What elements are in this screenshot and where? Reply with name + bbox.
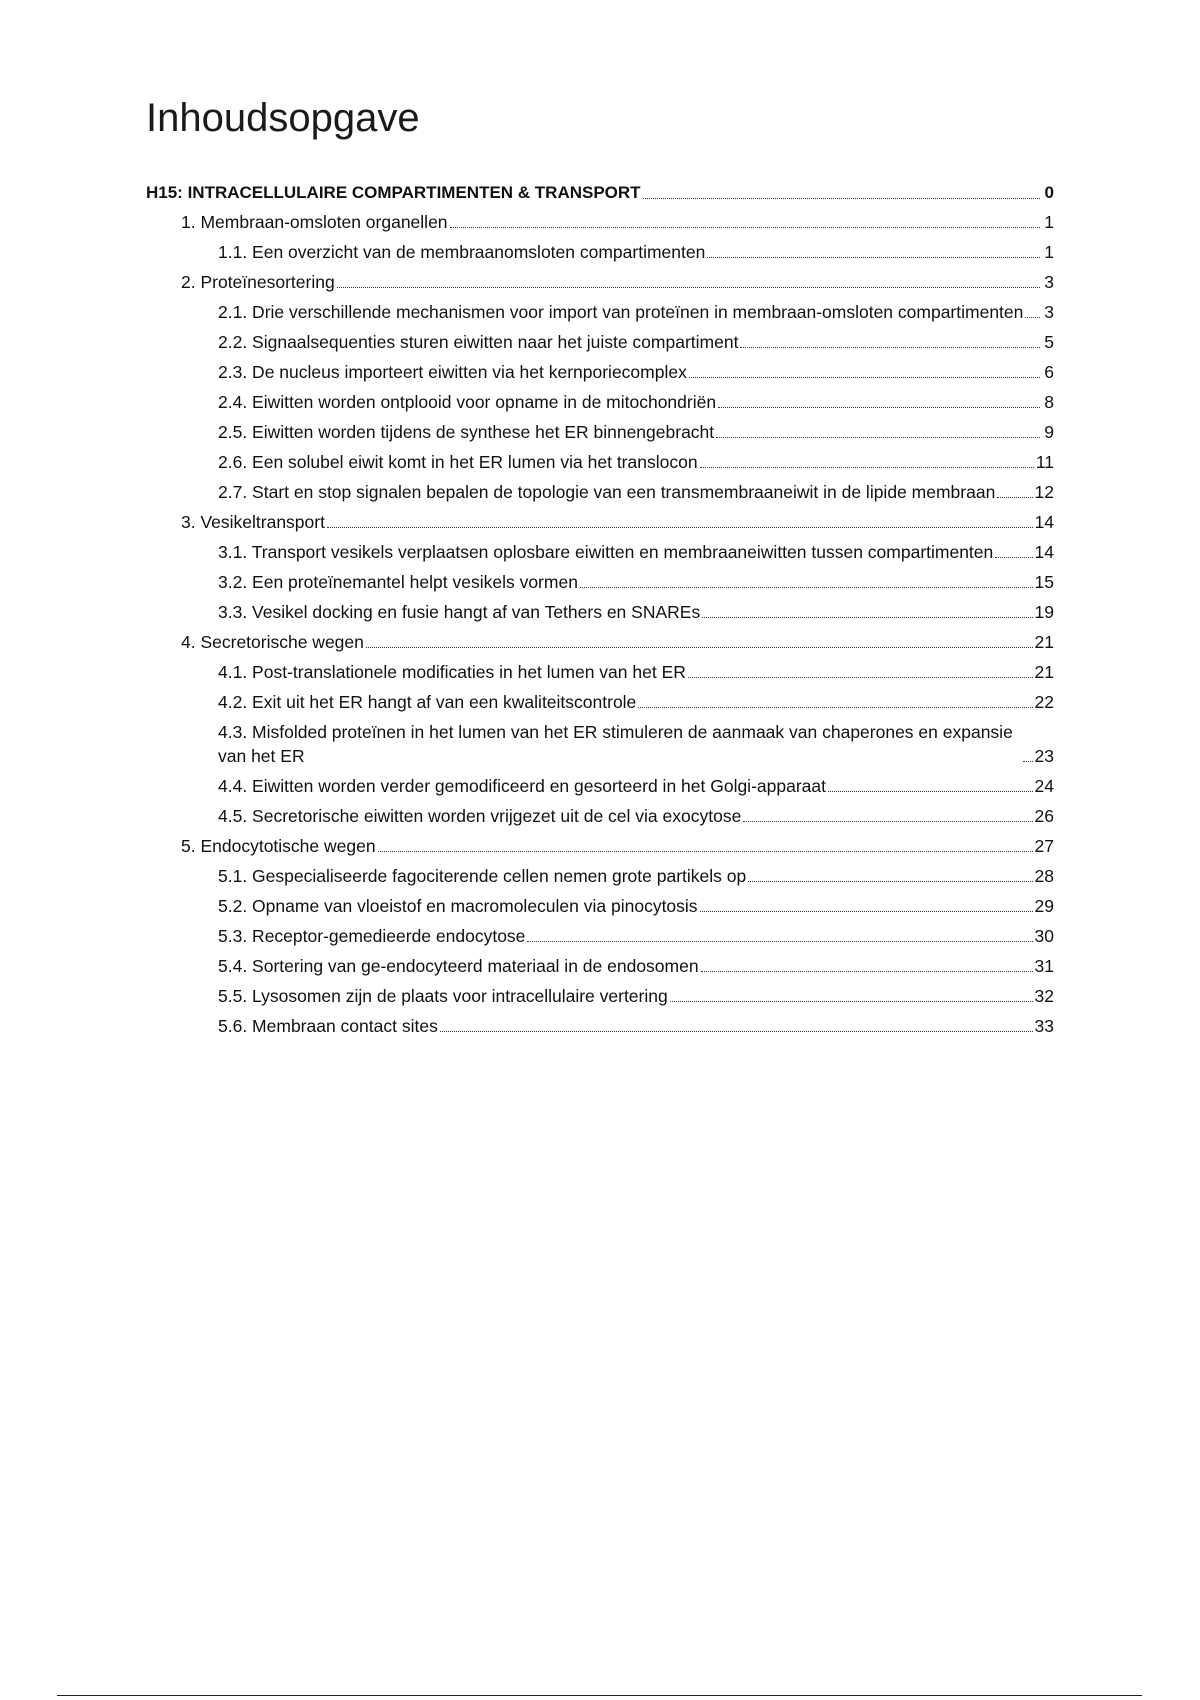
table-of-contents [146, 181, 1054, 1044]
toc-entry-title: 4.1. Post-translationele modificaties in het lumen van het ER [218, 662, 686, 682]
toc-entry[interactable] [146, 300, 1054, 324]
toc-entry-title: 1. Membraan-omsloten organellen [181, 212, 448, 232]
dot-leader [702, 617, 1032, 618]
toc-entry-title: 5.4. Sortering van ge-endocyteerd materiaal in de endosomen [218, 956, 699, 976]
toc-entry-title: 4.5. Secretorische eiwitten worden vrijgezet uit de cel via exocytose [218, 806, 742, 826]
footer-divider [57, 1695, 1142, 1696]
toc-entry-page-number: 27 [1034, 836, 1054, 856]
toc-entry[interactable] [146, 774, 1054, 798]
toc-entry-page-number: 15 [1034, 572, 1054, 592]
toc-entry[interactable] [146, 540, 1054, 564]
toc-entry[interactable] [146, 894, 1054, 918]
toc-entry[interactable] [146, 630, 1054, 654]
toc-entry-page-number: 23 [1034, 746, 1054, 766]
toc-entry[interactable] [146, 240, 1054, 264]
toc-entry[interactable] [146, 510, 1054, 534]
toc-entry[interactable] [146, 420, 1054, 444]
toc-entry-page-number: 24 [1034, 776, 1054, 796]
toc-entry[interactable] [146, 690, 1054, 714]
toc-entry-title: 3.3. Vesikel docking en fusie hangt af van Tethers en SNAREs [218, 602, 701, 622]
toc-entry-page-number: 26 [1034, 806, 1054, 826]
dot-leader [700, 467, 1034, 468]
toc-entry-title: 5.3. Receptor-gemedieerde endocytose [218, 926, 526, 946]
toc-entry[interactable] [146, 804, 1054, 828]
toc-entry-title: 2.1. Drie verschillende mechanismen voor import van proteïnen in membraan-omsloten compartimenten [218, 302, 1024, 322]
dot-leader [748, 881, 1032, 882]
page-title: Inhoudsopgave [146, 96, 420, 140]
dot-leader [337, 287, 1040, 288]
dot-leader [707, 257, 1040, 258]
toc-entry-page-number: 3 [1044, 272, 1054, 292]
toc-entry-title: 1.1. Een overzicht van de membraanomsloten compartimenten [218, 242, 706, 262]
dot-leader [670, 1001, 1033, 1002]
toc-entry-page-number: 11 [1035, 452, 1054, 472]
toc-entry[interactable] [146, 480, 1054, 504]
toc-entry[interactable] [146, 210, 1054, 234]
toc-entry-page-number: 31 [1034, 956, 1054, 976]
dot-leader [366, 647, 1033, 648]
toc-entry[interactable] [146, 570, 1054, 594]
toc-entry[interactable] [146, 390, 1054, 414]
dot-leader [688, 677, 1033, 678]
dot-leader [643, 198, 1040, 199]
toc-entry-page-number: 3 [1044, 302, 1054, 322]
toc-entry[interactable] [146, 984, 1054, 1008]
toc-entry-page-number: 6 [1044, 362, 1054, 382]
dot-leader [716, 437, 1040, 438]
toc-entry-page-number: 28 [1034, 866, 1054, 886]
dot-leader [450, 227, 1040, 228]
toc-entry[interactable] [146, 954, 1054, 978]
dot-leader [327, 527, 1033, 528]
dot-leader [689, 377, 1040, 378]
toc-entry-page-number: 32 [1034, 986, 1054, 1006]
dot-leader [997, 497, 1032, 498]
toc-entry-page-number: 29 [1034, 896, 1054, 916]
dot-leader [700, 911, 1033, 912]
toc-entry-page-number: 12 [1034, 482, 1054, 502]
toc-entry-title: 4.2. Exit uit het ER hangt af van een kwaliteitscontrole [218, 692, 637, 712]
toc-entry-title: 5.1. Gespecialiseerde fagociterende cellen nemen grote partikels op [218, 866, 747, 886]
toc-entry-page-number: 14 [1034, 542, 1054, 562]
dot-leader [740, 347, 1040, 348]
toc-entry[interactable] [146, 1014, 1054, 1038]
dot-leader [701, 971, 1033, 972]
toc-entry-title: 5. Endocytotische wegen [181, 836, 376, 856]
toc-entry-title: 4.3. Misfolded proteïnen in het lumen van het ER stimuleren de aanmaak van chaperones en expansie van het ER [218, 722, 1013, 766]
toc-entry-page-number: 8 [1044, 392, 1054, 412]
toc-entry[interactable] [146, 270, 1054, 294]
toc-entry-title: 5.6. Membraan contact sites [218, 1016, 438, 1036]
dot-leader [995, 557, 1032, 558]
toc-entry[interactable] [146, 660, 1054, 684]
toc-entry-page-number: 21 [1034, 662, 1054, 682]
dot-leader [580, 587, 1033, 588]
toc-entry-title: 2.7. Start en stop signalen bepalen de topologie van een transmembraaneiwit in de lipide membraan [218, 482, 996, 502]
toc-entry[interactable] [146, 600, 1054, 624]
toc-entry-page-number: 22 [1034, 692, 1054, 712]
dot-leader [638, 707, 1032, 708]
toc-entry-title: 3. Vesikeltransport [181, 512, 325, 532]
dot-leader [378, 851, 1033, 852]
toc-entry-title: 3.2. Een proteïnemantel helpt vesikels vormen [218, 572, 578, 592]
toc-entry-page-number: 14 [1034, 512, 1054, 532]
toc-entry[interactable] [146, 720, 1054, 768]
toc-entry-title: 4.4. Eiwitten worden verder gemodificeerd en gesorteerd in het Golgi-apparaat [218, 776, 826, 796]
dot-leader [527, 941, 1032, 942]
toc-entry[interactable] [146, 924, 1054, 948]
dot-leader [1023, 761, 1033, 762]
toc-entry-title: 2.2. Signaalsequenties sturen eiwitten naar het juiste compartiment [218, 332, 739, 352]
toc-entry-page-number: 9 [1044, 422, 1054, 442]
dot-leader [828, 791, 1033, 792]
toc-entry-page-number: 1 [1044, 212, 1054, 232]
toc-entry[interactable] [146, 864, 1054, 888]
toc-entry-page-number: 30 [1034, 926, 1054, 946]
toc-entry-title: 5.5. Lysosomen zijn de plaats voor intracellulaire vertering [218, 986, 668, 1006]
dot-leader [718, 407, 1040, 408]
toc-entry-title: 5.2. Opname van vloeistof en macromoleculen via pinocytosis [218, 896, 698, 916]
toc-entry[interactable] [146, 450, 1054, 474]
toc-entry-page-number: 33 [1034, 1016, 1054, 1036]
toc-entry-page-number: 19 [1034, 602, 1054, 622]
toc-entry-title: 2.5. Eiwitten worden tijdens de synthese het ER binnengebracht [218, 422, 715, 442]
toc-entry-title: 2.6. Een solubel eiwit komt in het ER lumen via het translocon [218, 452, 698, 472]
dot-leader [440, 1031, 1033, 1032]
dot-leader [743, 821, 1032, 822]
toc-entry-title: H15: INTRACELLULAIRE COMPARTIMENTEN & TRANSPORT [146, 183, 641, 202]
toc-entry-page-number: 0 [1044, 183, 1054, 202]
toc-entry-page-number: 5 [1044, 332, 1054, 352]
toc-entry-title: 2. Proteïnesortering [181, 272, 335, 292]
toc-entry-page-number: 21 [1034, 632, 1054, 652]
toc-entry-title: 4. Secretorische wegen [181, 632, 364, 652]
toc-entry[interactable] [146, 834, 1054, 858]
toc-entry-title: 2.4. Eiwitten worden ontplooid voor opname in de mitochondriën [218, 392, 717, 412]
toc-entry-title: 3.1. Transport vesikels verplaatsen oplosbare eiwitten en membraaneiwitten tussen compartimenten [218, 542, 994, 562]
toc-entry-title: 2.3. De nucleus importeert eiwitten via het kernporiecomplex [218, 362, 687, 382]
dot-leader [1025, 317, 1040, 318]
toc-entry[interactable] [146, 330, 1054, 354]
toc-entry[interactable] [146, 181, 1054, 205]
toc-entry-page-number: 1 [1044, 242, 1054, 262]
toc-entry[interactable] [146, 360, 1054, 384]
